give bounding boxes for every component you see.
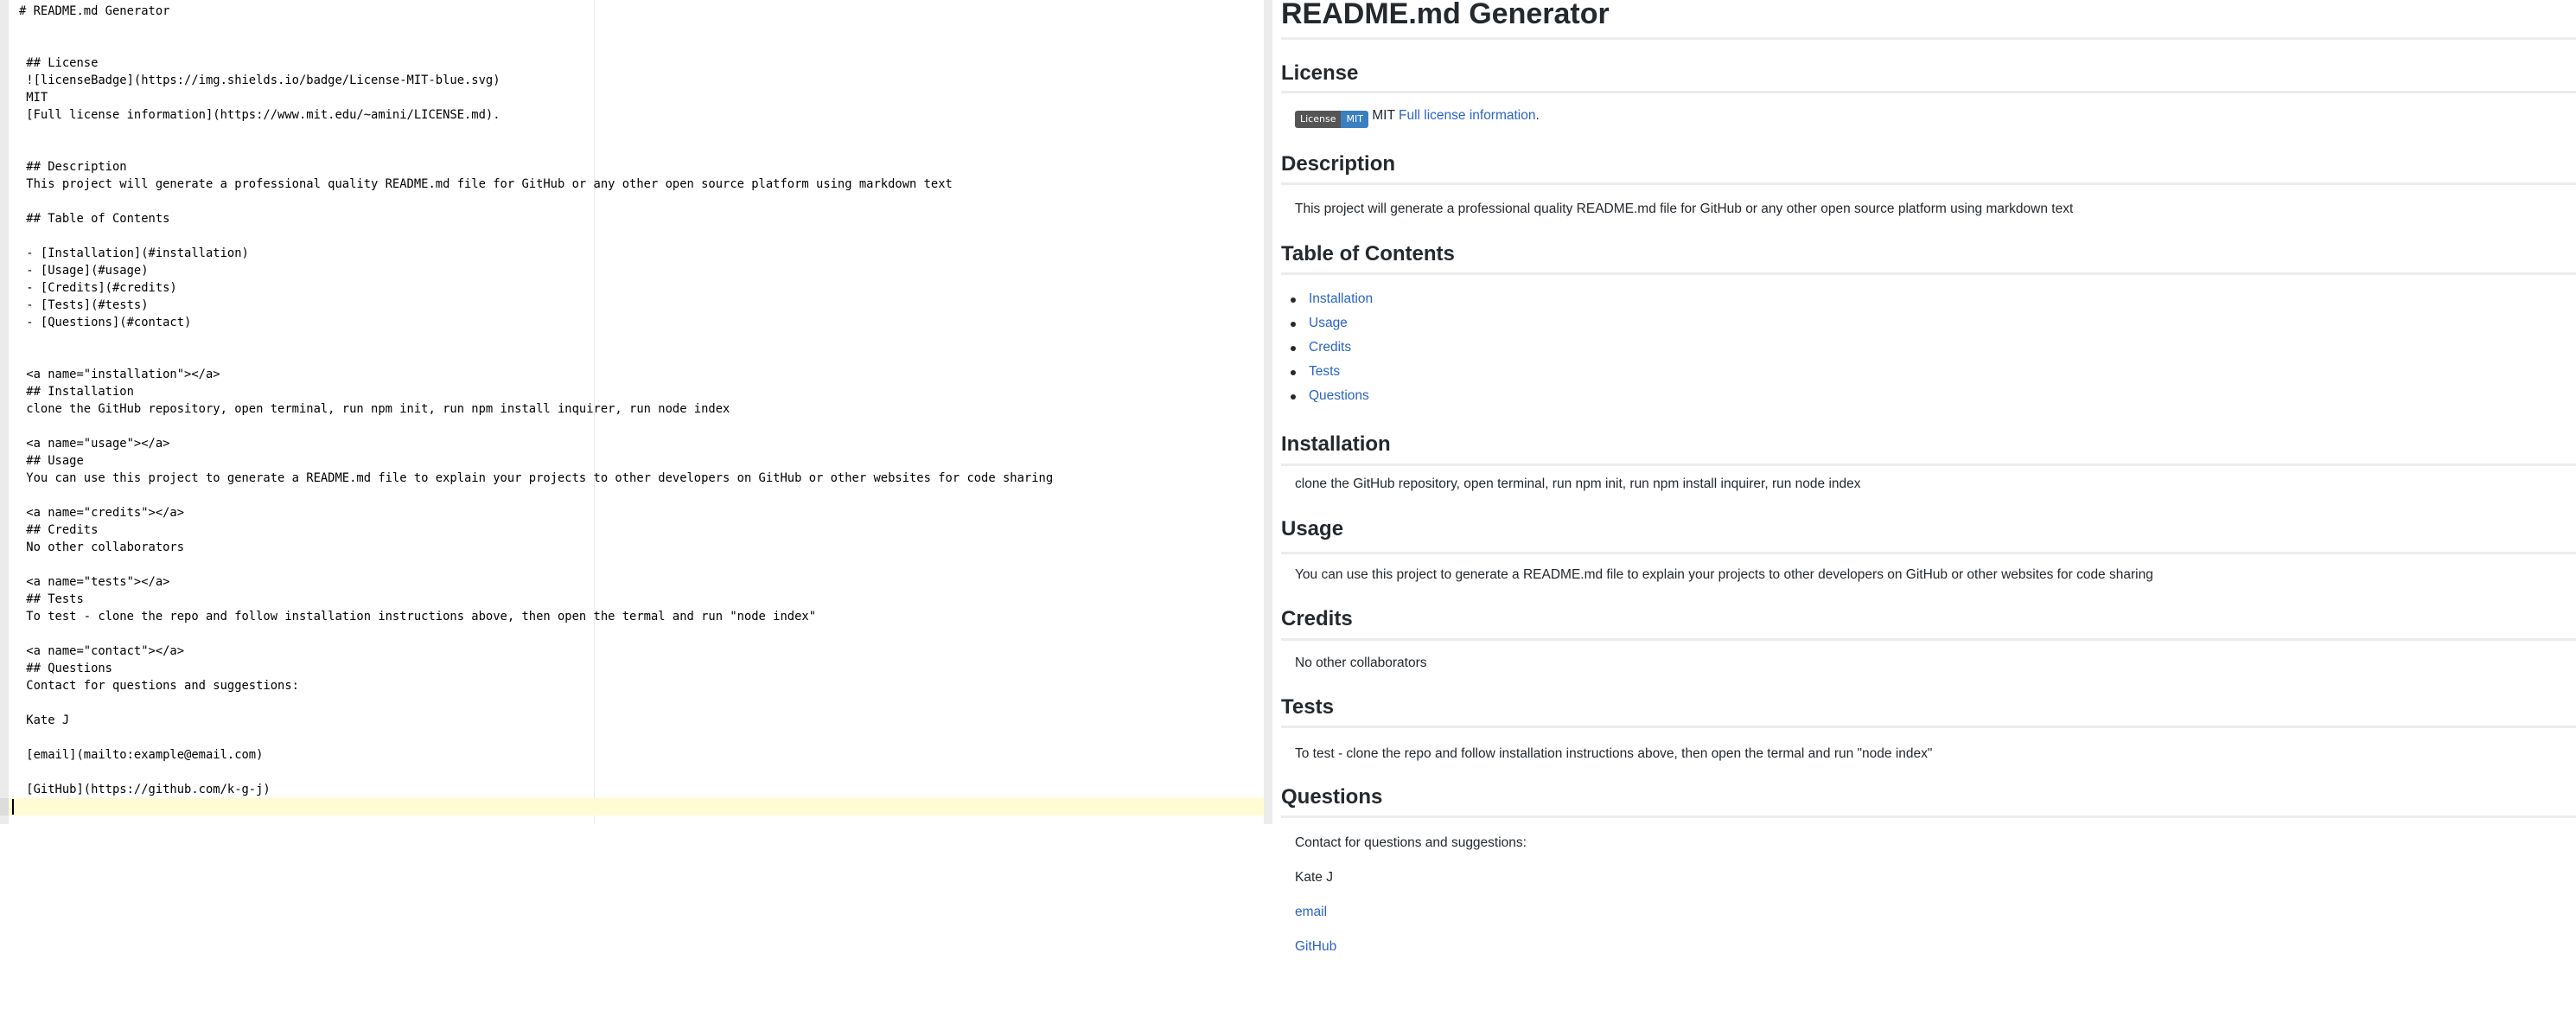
author-name: Kate J <box>1295 870 1333 885</box>
toc-link-tests[interactable]: Tests <box>1309 364 1341 379</box>
description-text: This project will generate a professional quality README.md file for GitHub or any other open source platform using markdown text <box>1295 201 2074 216</box>
code-line <box>19 729 1053 746</box>
active-line-gutter-marker <box>0 798 9 816</box>
code-line: This project will generate a professional quality README.md file for GitHub or any other open source platform using markdown text <box>19 177 953 191</box>
code-line: To test - clone the repo and follow installation instructions above, then open the termal and run "node index" <box>19 610 817 624</box>
heading-description: Description <box>1281 152 1396 176</box>
code-line: - [Usage](#usage) <box>19 264 149 278</box>
code-line: ## Table of Contents <box>19 212 170 226</box>
code-line: Contact for questions and suggestions: <box>19 679 299 693</box>
code-line: - [Credits](#credits) <box>19 281 177 295</box>
markdown-preview <box>1272 0 2576 1017</box>
code-line: ## Tests <box>19 592 84 606</box>
license-paragraph <box>1295 107 1540 128</box>
code-line: ## Description <box>19 160 127 174</box>
code-line: [Full license information](https://www.mit.edu/~amini/LICENSE.md). <box>19 108 501 122</box>
code-line: ![licenseBadge](https://img.shields.io/badge/License-MIT-blue.svg) <box>19 74 501 87</box>
heading-divider <box>1281 182 2576 185</box>
page-title: README.md Generator <box>1281 0 1610 30</box>
code-line <box>19 764 1053 781</box>
code-line <box>19 141 1053 158</box>
editor-text[interactable] <box>19 3 1053 816</box>
code-line: clone the GitHub repository, open terminal, run npm init, run npm install inquirer, run node index <box>19 402 730 416</box>
code-line <box>19 487 1053 504</box>
code-line: ## Questions <box>19 662 112 675</box>
toc-link-installation[interactable]: Installation <box>1309 291 1374 306</box>
code-line <box>19 694 1053 712</box>
heading-credits: Credits <box>1281 607 1353 630</box>
heading-divider <box>1281 272 2576 275</box>
code-line: <a name="usage"></a> <box>19 437 170 451</box>
code-line <box>19 349 1053 366</box>
code-line <box>19 418 1053 435</box>
heading-installation: Installation <box>1281 432 1391 456</box>
code-line: MIT <box>19 91 48 105</box>
heading-questions: Questions <box>1281 785 1383 809</box>
usage-text: You can use this project to generate a README.md file to explain your projects to other developers on GitHub or other websites for code sharing <box>1295 567 2153 582</box>
full-license-link[interactable]: Full license information <box>1398 108 1536 123</box>
code-line: - [Questions](#contact) <box>19 316 192 329</box>
toc-item <box>1290 339 1373 363</box>
credits-text: No other collaborators <box>1295 656 1427 670</box>
code-line <box>19 331 1053 349</box>
code-line: <a name="tests"></a> <box>19 575 170 589</box>
questions-text: Contact for questions and suggestions: <box>1295 835 1527 850</box>
code-line <box>19 798 1053 816</box>
badge-value: MIT <box>1341 111 1368 128</box>
code-line: No other collaborators <box>19 540 185 554</box>
heading-divider <box>1281 464 2576 466</box>
code-line <box>19 556 1053 573</box>
code-line: ## Usage <box>19 454 84 468</box>
code-line: ## Installation <box>19 385 134 399</box>
heading-usage: Usage <box>1281 517 1344 540</box>
toc-link-usage[interactable]: Usage <box>1309 316 1348 330</box>
code-line <box>19 124 1053 141</box>
code-line: <a name="installation"></a> <box>19 368 220 381</box>
toc-link-credits[interactable]: Credits <box>1309 340 1352 355</box>
code-line: ## Credits <box>19 523 99 537</box>
code-line: Kate J <box>19 713 70 727</box>
toc-item <box>1290 315 1373 339</box>
license-name: MIT <box>1372 108 1395 123</box>
heading-divider <box>1281 726 2576 728</box>
code-line: [email](mailto:example@email.com) <box>19 748 264 762</box>
toc-list <box>1290 291 1373 412</box>
code-line: You can use this project to generate a README.md file to explain your projects to other developers on GitHub or other websites for code sharing <box>19 471 1054 485</box>
code-line <box>19 227 1053 245</box>
heading-divider <box>1281 91 2576 93</box>
badge-label: License <box>1295 111 1341 128</box>
email-paragraph <box>1295 904 1327 921</box>
heading-divider <box>1281 552 2576 554</box>
title-divider <box>1281 37 2576 40</box>
code-line: [GitHub](https://github.com/k-g-j) <box>19 783 271 796</box>
code-line <box>19 625 1053 643</box>
code-line <box>19 193 1053 210</box>
code-line <box>19 37 1053 54</box>
code-line: - [Installation](#installation) <box>19 246 249 260</box>
heading-tests: Tests <box>1281 695 1334 719</box>
pane-splitter[interactable] <box>1264 0 1272 824</box>
toc-item <box>1290 291 1373 315</box>
github-paragraph <box>1295 938 1336 956</box>
installation-text: clone the GitHub repository, open terminal, run npm init, run npm install inquirer, run node index <box>1295 477 1861 491</box>
editor-gutter <box>0 0 9 824</box>
tests-text: To test - clone the repo and follow installation instructions above, then open the termal and run "node index" <box>1295 746 1933 761</box>
email-link[interactable]: email <box>1295 905 1328 919</box>
license-badge <box>1295 111 1368 128</box>
toc-item <box>1290 387 1373 412</box>
heading-divider <box>1281 638 2576 641</box>
text-cursor <box>12 799 14 815</box>
toc-item <box>1290 363 1373 387</box>
heading-table-of-contents: Table of Contents <box>1281 242 1455 265</box>
toc-link-questions[interactable]: Questions <box>1309 388 1369 403</box>
github-link[interactable]: GitHub <box>1295 939 1337 954</box>
code-line <box>19 20 1053 37</box>
code-line: <a name="credits"></a> <box>19 506 185 520</box>
heading-license: License <box>1281 61 1359 85</box>
heading-divider <box>1281 816 2576 818</box>
license-trailing: . <box>1535 108 1540 123</box>
code-line: # README.md Generator <box>19 4 170 18</box>
code-line: <a name="contact"></a> <box>19 644 185 658</box>
markdown-editor[interactable] <box>0 0 1264 824</box>
code-line: - [Tests](#tests) <box>19 298 149 312</box>
code-line: ## License <box>19 56 99 70</box>
